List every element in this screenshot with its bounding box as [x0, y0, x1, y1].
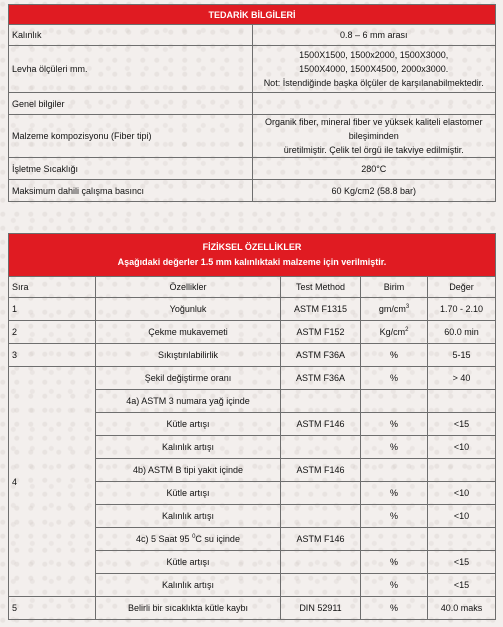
value-line: Organik fiber, mineral fiber ve yüksek kaliteli elastomer bileşiminden — [264, 117, 483, 141]
cell-property: Kütle artışı — [96, 551, 281, 574]
cell-value — [428, 390, 496, 413]
row-label: Maksimum dahili çalışma basıncı — [9, 180, 253, 202]
cell-test — [281, 482, 361, 505]
table-row — [9, 180, 496, 202]
table-row — [9, 367, 496, 390]
value-line: Not: İstendiğinde başka ölçüler de karşılanabilmektedir. — [263, 78, 484, 88]
cell-test: ASTM F1315 — [281, 298, 361, 321]
row-value — [252, 93, 496, 115]
cell-sira: 1 — [9, 298, 96, 321]
row-label: Malzeme kompozisyonu (Fiber tipi) — [9, 115, 253, 158]
table-row — [9, 298, 496, 321]
value-line: üretilmiştir. Çelik tel örgü ile takviye edilmiştir. — [283, 145, 464, 155]
column-header-row — [9, 277, 496, 298]
cell-value — [428, 459, 496, 482]
cell-test — [281, 505, 361, 528]
cell-unit: % — [361, 505, 428, 528]
table-row — [9, 46, 496, 93]
value-line: 1500X1500, 1500x2000, 1500X3000, — [299, 50, 449, 60]
cell-test — [281, 551, 361, 574]
supply-info-table — [8, 4, 496, 202]
cell-property: Kalınlık artışı — [96, 574, 281, 597]
table-row — [9, 158, 496, 180]
cell-test — [281, 436, 361, 459]
cell-test — [281, 390, 361, 413]
col-header-ozellikler: Özellikler — [96, 277, 281, 298]
col-header-sira: Sıra — [9, 277, 96, 298]
physical-properties-table — [8, 233, 496, 620]
row-value: 60 Kg/cm2 (58.8 bar) — [252, 180, 496, 202]
cell-sira: 3 — [9, 344, 96, 367]
cell-property: Kalınlık artışı — [96, 505, 281, 528]
cell-property: Belirli bir sıcaklıkta kütle kaybı — [96, 597, 281, 620]
cell-property: Yoğunluk — [96, 298, 281, 321]
row-label: Genel bilgiler — [9, 93, 253, 115]
cell-sira: 5 — [9, 597, 96, 620]
cell-test: ASTM F36A — [281, 344, 361, 367]
cell-value: 60.0 min — [428, 321, 496, 344]
table-row — [9, 25, 496, 46]
cell-property: Kütle artışı — [96, 482, 281, 505]
cell-test: ASTM F36A — [281, 367, 361, 390]
supply-info-title: TEDARİK BİLGİLERİ — [9, 5, 496, 25]
cell-unit — [361, 459, 428, 482]
cell-unit: % — [361, 482, 428, 505]
cell-unit: % — [361, 597, 428, 620]
col-header-birim: Birim — [361, 277, 428, 298]
cell-sira: 2 — [9, 321, 96, 344]
cell-value: 5-15 — [428, 344, 496, 367]
physical-properties-subtitle: Aşağıdaki değerler 1.5 mm kalınlıktaki malzeme için verilmiştir. — [117, 257, 387, 267]
cell-value: > 40 — [428, 367, 496, 390]
cell-test: ASTM F146 — [281, 528, 361, 551]
physical-properties-title: FİZİKSEL ÖZELLİKLER — [202, 242, 302, 252]
table-row — [9, 597, 496, 620]
cell-unit: % — [361, 551, 428, 574]
table-row — [9, 321, 496, 344]
cell-value: <10 — [428, 436, 496, 459]
cell-value: <10 — [428, 505, 496, 528]
cell-unit — [361, 390, 428, 413]
cell-value: <15 — [428, 574, 496, 597]
cell-unit: % — [361, 367, 428, 390]
cell-test: ASTM F146 — [281, 459, 361, 482]
row-label: Kalınlık — [9, 25, 253, 46]
cell-property: 4a) ASTM 3 numara yağ içinde — [96, 390, 281, 413]
cell-unit: % — [361, 413, 428, 436]
cell-property: Sıkıştırılabilirlik — [96, 344, 281, 367]
cell-property: Şekil değiştirme oranı — [96, 367, 281, 390]
row-label: İşletme Sıcaklığı — [9, 158, 253, 180]
row-value — [252, 46, 496, 93]
cell-value: <10 — [428, 482, 496, 505]
col-header-deger: Değer — [428, 277, 496, 298]
cell-unit — [361, 528, 428, 551]
row-value: 280°C — [252, 158, 496, 180]
cell-test: ASTM F152 — [281, 321, 361, 344]
cell-test: ASTM F146 — [281, 413, 361, 436]
cell-value: <15 — [428, 551, 496, 574]
cell-value — [428, 528, 496, 551]
cell-unit: % — [361, 574, 428, 597]
table-row — [9, 115, 496, 158]
cell-property: Çekme mukavemeti — [96, 321, 281, 344]
cell-unit: $gm/cm^3$ — [361, 298, 428, 321]
cell-sira: 4 — [9, 367, 96, 597]
value-line: 1500X4000, 1500X4500, 2000x3000. — [299, 64, 449, 74]
table-row — [9, 93, 496, 115]
cell-unit: % — [361, 436, 428, 459]
cell-test: DIN 52911 — [281, 597, 361, 620]
row-value: 0.8 – 6 mm arası — [252, 25, 496, 46]
cell-unit: $Kg/cm^2$ — [361, 321, 428, 344]
cell-value: 1.70 - 2.10 — [428, 298, 496, 321]
cell-value: <15 — [428, 413, 496, 436]
row-value — [252, 115, 496, 158]
col-header-test: Test Method — [281, 277, 361, 298]
row-label: Levha ölçüleri mm. — [9, 46, 253, 93]
cell-property: 4b) ASTM B tipi yakıt içinde — [96, 459, 281, 482]
cell-unit: % — [361, 344, 428, 367]
cell-property: 4c) 5 Saat 95 $^0$C su içinde — [96, 528, 281, 551]
physical-properties-header — [9, 234, 496, 277]
cell-value: 40.0 maks — [428, 597, 496, 620]
cell-property: Kalınlık artışı — [96, 436, 281, 459]
cell-property: Kütle artışı — [96, 413, 281, 436]
table-row — [9, 344, 496, 367]
cell-test — [281, 574, 361, 597]
